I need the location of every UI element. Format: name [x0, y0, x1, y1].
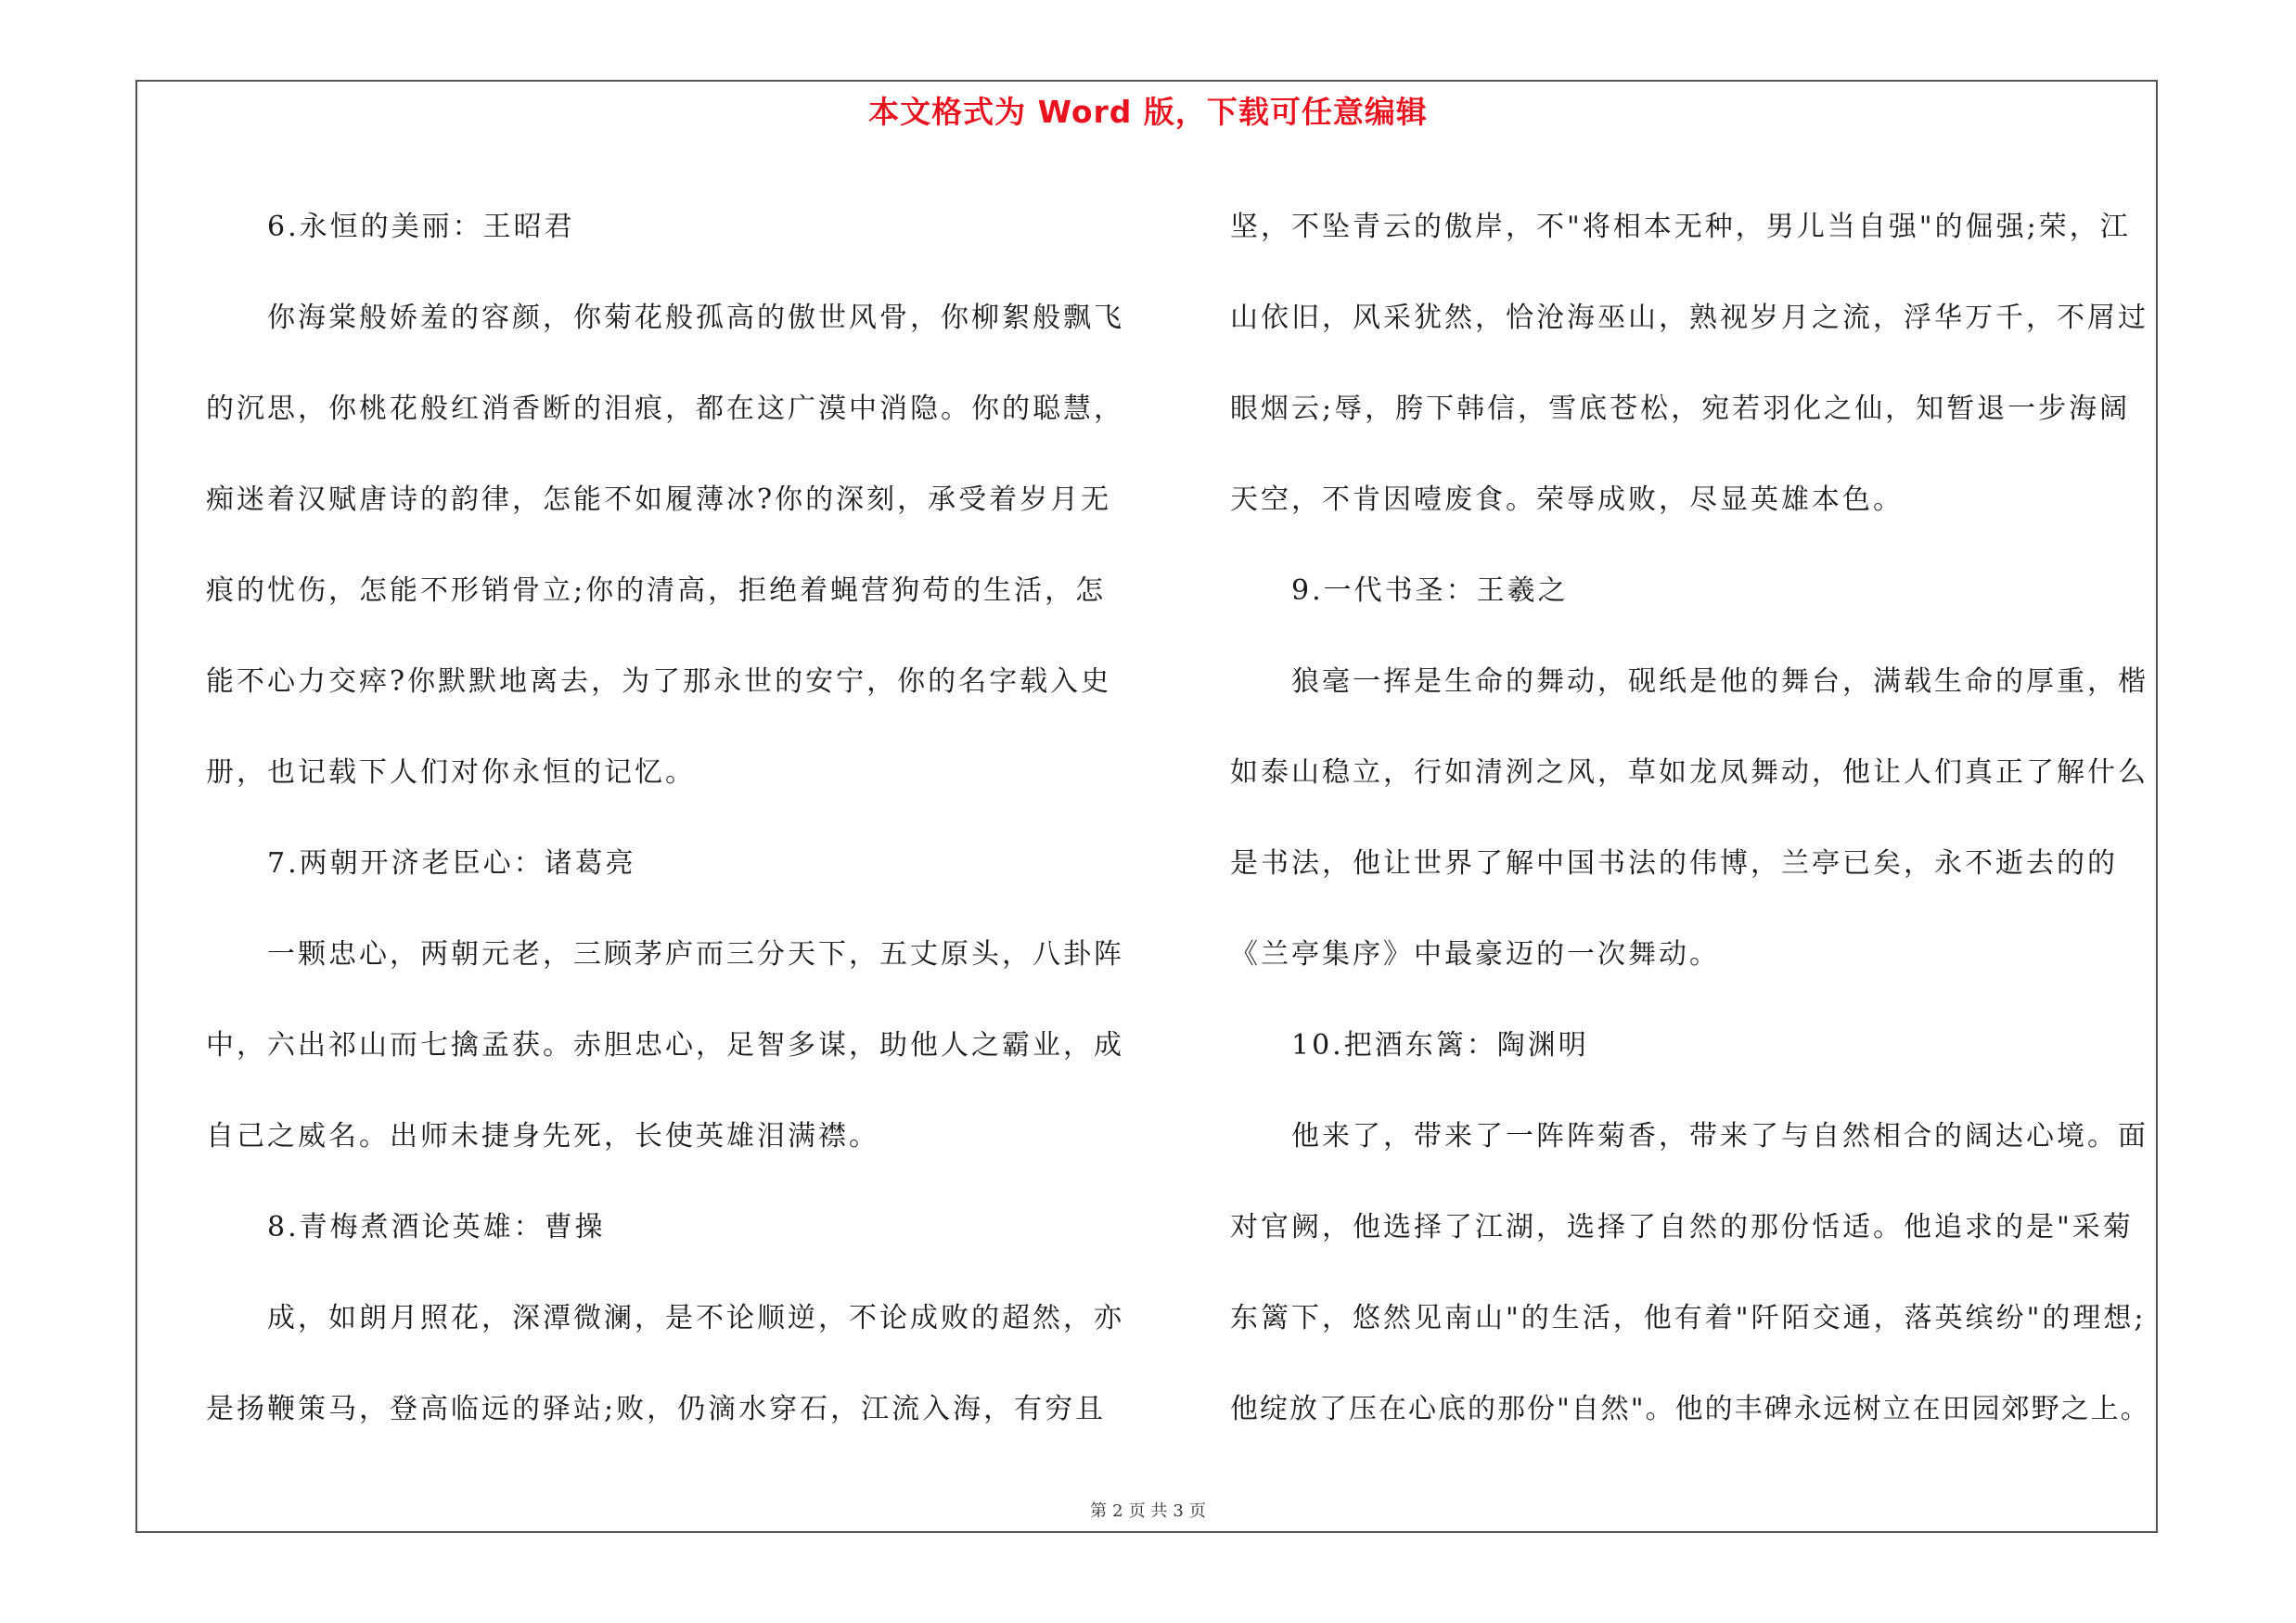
text-line: 《兰亭集序》中最豪迈的一次舞动。 — [1230, 938, 1720, 971]
text-line: 痕的忧伤，怎能不形销骨立;你的清高，拒绝着蝇营狗苟的生活，怎 — [206, 574, 1107, 607]
footer-current-page: 2 — [1112, 1501, 1123, 1521]
text-line: 坚，不坠青云的傲岸，不"将相本无种，男儿当自强"的倔强;荣，江 — [1230, 211, 2131, 243]
text-line: 狼毫一挥是生命的舞动，砚纸是他的舞台，满载生命的厚重，楷 — [1291, 665, 2148, 698]
text-line: 对官阙，他选择了江湖，选择了自然的那份恬适。他追求的是"采菊 — [1230, 1211, 2134, 1243]
text-line: 9.一代书圣：王羲之 — [1291, 574, 1569, 607]
text-line: 成，如朗月照花，深潭微澜，是不论顺逆，不论成败的超然，亦 — [267, 1302, 1124, 1334]
text-line: 痴迷着汉赋唐诗的韵律，怎能不如履薄冰?你的深刻，承受着岁月无 — [206, 483, 1112, 516]
footer-middle: 页 共 — [1128, 1501, 1168, 1521]
word-format-banner: 本文格式为 Word 版，下载可任意编辑 — [868, 94, 1428, 130]
text-line: 天空，不肯因噎废食。荣辱成败，尽显英雄本色。 — [1230, 483, 1904, 516]
text-line: 是书法，他让世界了解中国书法的伟博，兰亭已矣，永不逝去的的 — [1230, 847, 2118, 880]
text-line: 的沉思，你桃花般红消香断的泪痕，都在这广漠中消隐。你的聪慧， — [206, 393, 1124, 425]
left-column — [206, 182, 1145, 1455]
text-line: 是扬鞭策马，登高临远的驿站;败，仍滴水穿石，江流入海，有穷且 — [206, 1393, 1107, 1425]
page-footer — [0, 1498, 2296, 1522]
text-line: 自己之威名。出师未捷身先死，长使英雄泪满襟。 — [206, 1120, 879, 1153]
text-line: 东篱下，悠然见南山"的生活，他有着"阡陌交通，落英缤纷"的理想; — [1230, 1302, 2147, 1334]
text-line: 中，六出祁山而七擒孟获。赤胆忠心，足智多谋，助他人之霸业，成 — [206, 1029, 1124, 1062]
footer-prefix: 第 — [1090, 1501, 1108, 1521]
text-line: 眼烟云;辱，胯下韩信，雪底苍松，宛若羽化之仙，知暂退一步海阔 — [1230, 393, 2131, 425]
text-line: 7.两朝开济老臣心：诸葛亮 — [267, 847, 636, 880]
text-line: 册，也记载下人们对你永恒的记忆。 — [206, 756, 696, 789]
text-line: 山依旧，风采犹然，恰沧海巫山，熟视岁月之流，浮华万千，不屑过 — [1230, 302, 2148, 334]
footer-suffix: 页 — [1188, 1501, 1206, 1521]
text-line: 一颗忠心，两朝元老，三顾茅庐而三分天下，五丈原头，八卦阵 — [267, 938, 1124, 971]
footer-total-pages: 3 — [1173, 1501, 1184, 1521]
text-line: 8.青梅煮酒论英雄：曹操 — [267, 1211, 606, 1243]
text-line: 能不心力交瘁?你默默地离去，为了那永世的安宁，你的名字载入史 — [206, 665, 1112, 698]
text-line: 如泰山稳立，行如清洌之风，草如龙凤舞动，他让人们真正了解什么 — [1230, 756, 2148, 789]
text-line: 你海棠般娇羞的容颜，你菊花般孤高的傲世风骨，你柳絮般飘飞 — [267, 302, 1124, 334]
text-line: 10.把酒东篱：陶渊明 — [1291, 1029, 1589, 1062]
text-line: 他绽放了压在心底的那份"自然"。他的丰碑永远树立在田园郊野之上。 — [1230, 1393, 2150, 1425]
right-column — [1230, 182, 2158, 1455]
text-line: 他来了，带来了一阵阵菊香，带来了与自然相合的阔达心境。面 — [1291, 1120, 2148, 1153]
text-line: 6.永恒的美丽：王昭君 — [267, 211, 575, 243]
